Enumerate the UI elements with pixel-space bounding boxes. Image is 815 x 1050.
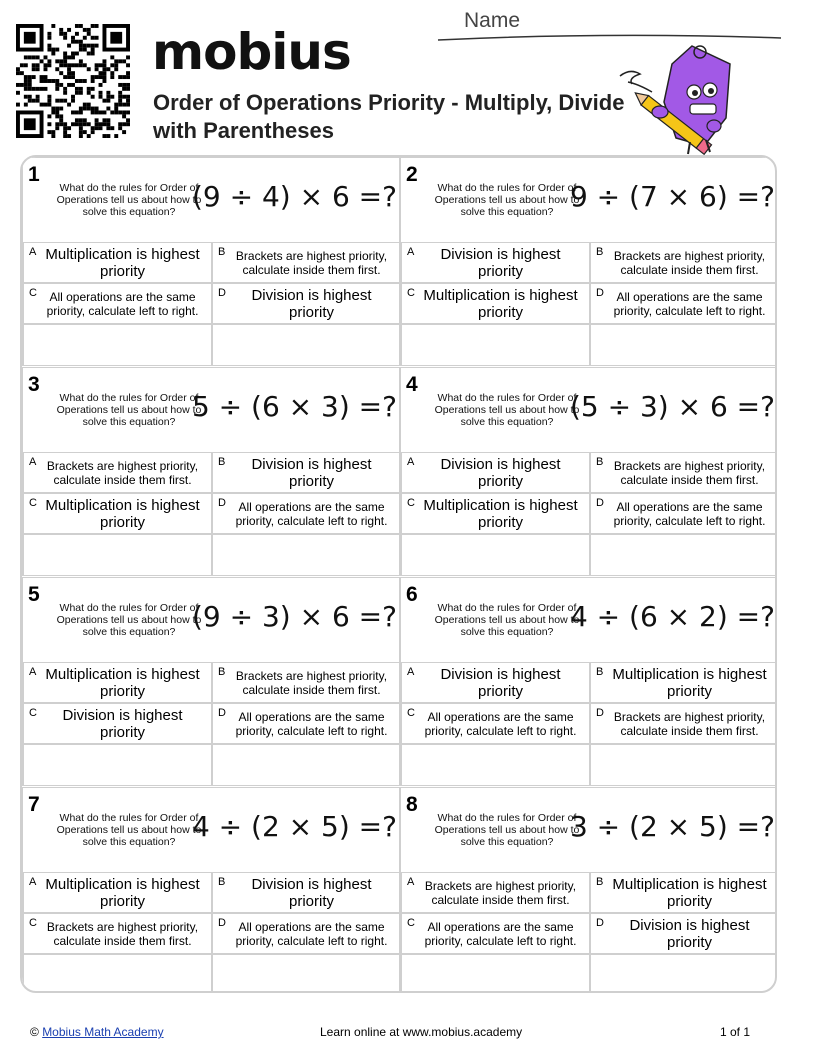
option-letter: A: [29, 876, 37, 888]
answer-option-a[interactable]: [401, 452, 590, 493]
problem-equation: 3 ÷ (2 × 5) =?: [569, 810, 775, 843]
answer-option-c[interactable]: [401, 283, 590, 324]
option-letter: D: [596, 287, 604, 299]
option-text: Multiplication is highest priority: [45, 245, 200, 280]
option-letter: C: [407, 497, 415, 509]
problem-number: 4: [406, 373, 418, 396]
answer-space[interactable]: [23, 954, 212, 993]
answer-option-b[interactable]: [590, 662, 777, 703]
option-text: Division is highest priority: [251, 286, 372, 321]
answer-option-a[interactable]: [401, 662, 590, 703]
option-text: Brackets are highest priority, calculate inside them first.: [613, 248, 766, 277]
option-text: Division is highest priority: [251, 455, 372, 490]
option-text: Multiplication is highest priority: [423, 286, 578, 321]
option-text: Division is highest priority: [62, 706, 183, 741]
option-text: Multiplication is highest priority: [423, 496, 578, 531]
problem-number: 7: [28, 793, 40, 816]
answer-option-a[interactable]: [23, 872, 212, 913]
answer-space[interactable]: [590, 324, 777, 366]
answer-option-b[interactable]: [590, 872, 777, 913]
name-label: Name: [464, 9, 521, 32]
option-text: All operations are the same priority, calculate left to right.: [613, 499, 766, 528]
option-text: Multiplication is highest priority: [45, 496, 200, 531]
problem-4: [400, 367, 777, 576]
answer-space[interactable]: [212, 954, 401, 993]
option-letter: A: [29, 246, 37, 258]
option-text: All operations are the same priority, calculate left to right.: [613, 289, 766, 318]
problem-prompt: What do the rules for Order of Operations tell us about how to solve this equation?: [434, 812, 580, 848]
option-text: Brackets are highest priority, calculate inside them first.: [613, 458, 766, 487]
answer-option-c[interactable]: [401, 913, 590, 954]
option-text: Multiplication is highest priority: [45, 665, 200, 700]
answer-space[interactable]: [401, 954, 590, 993]
answer-option-c[interactable]: [23, 283, 212, 324]
answer-option-a[interactable]: [23, 452, 212, 493]
problem-equation: (9 ÷ 4) × 6 =?: [191, 180, 397, 213]
copyright-symbol: ©: [30, 1025, 39, 1039]
problem-prompt: What do the rules for Order of Operations tell us about how to solve this equation?: [56, 812, 202, 848]
problem-number: 5: [28, 583, 40, 606]
answer-option-d[interactable]: [590, 913, 777, 954]
problem-2: [400, 157, 777, 366]
answer-option-a[interactable]: [23, 242, 212, 283]
option-letter: D: [596, 917, 604, 929]
qr-code: [16, 24, 130, 138]
option-letter: B: [596, 246, 604, 258]
option-text: Brackets are highest priority, calculate inside them first.: [424, 878, 577, 907]
option-letter: D: [218, 287, 226, 299]
option-letter: A: [407, 666, 415, 678]
option-letter: B: [218, 246, 226, 258]
option-letter: D: [218, 707, 226, 719]
answer-option-b[interactable]: [212, 662, 401, 703]
problem-number: 6: [406, 583, 418, 606]
option-text: Brackets are highest priority, calculate inside them first.: [235, 248, 388, 277]
problem-equation: 4 ÷ (6 × 2) =?: [569, 600, 775, 633]
page-number: 1 of 1: [720, 1025, 751, 1039]
mobius-logo: [152, 23, 351, 81]
problem-3: [22, 367, 400, 576]
answer-option-d[interactable]: [212, 283, 401, 324]
answer-space[interactable]: [212, 534, 401, 576]
answer-option-c[interactable]: [401, 703, 590, 744]
problem-prompt: What do the rules for Order of Operations tell us about how to solve this equation?: [56, 392, 202, 428]
problem-number: 1: [28, 163, 40, 186]
option-text: All operations are the same priority, calculate left to right.: [235, 499, 388, 528]
option-text: Multiplication is highest priority: [612, 875, 767, 910]
answer-space[interactable]: [23, 324, 212, 366]
answer-space[interactable]: [23, 744, 212, 786]
option-text: Division is highest priority: [440, 245, 561, 280]
option-text: All operations are the same priority, calculate left to right.: [46, 289, 199, 318]
problem-grid: [20, 155, 777, 993]
option-letter: A: [29, 456, 37, 468]
option-letter: B: [218, 666, 226, 678]
answer-option-b[interactable]: [212, 452, 401, 493]
answer-space[interactable]: [401, 744, 590, 786]
option-text: All operations are the same priority, calculate left to right.: [235, 709, 388, 738]
answer-option-b[interactable]: [212, 872, 401, 913]
answer-space[interactable]: [590, 744, 777, 786]
logo-text: mobius: [152, 23, 351, 81]
answer-space[interactable]: [212, 324, 401, 366]
answer-option-b[interactable]: [590, 452, 777, 493]
answer-option-d[interactable]: [590, 283, 777, 324]
option-letter: D: [218, 917, 226, 929]
problem-prompt: What do the rules for Order of Operations tell us about how to solve this equation?: [434, 182, 580, 218]
problem-equation: (5 ÷ 3) × 6 =?: [569, 390, 775, 423]
answer-option-d[interactable]: [212, 493, 401, 534]
option-letter: C: [29, 707, 37, 719]
problem-prompt: What do the rules for Order of Operations tell us about how to solve this equation?: [434, 602, 580, 638]
option-text: Brackets are highest priority, calculate inside them first.: [235, 668, 388, 697]
problem-equation: 9 ÷ (7 × 6) =?: [569, 180, 775, 213]
answer-option-b[interactable]: [212, 242, 401, 283]
problem-prompt: What do the rules for Order of Operations tell us about how to solve this equation?: [434, 392, 580, 428]
answer-option-d[interactable]: [212, 913, 401, 954]
answer-space[interactable]: [590, 534, 777, 576]
option-letter: D: [218, 497, 226, 509]
problem-6: [400, 577, 777, 786]
option-text: Brackets are highest priority, calculate inside them first.: [46, 919, 199, 948]
answer-option-c[interactable]: [401, 493, 590, 534]
problem-number: 8: [406, 793, 418, 816]
option-text: Multiplication is highest priority: [612, 665, 767, 700]
problem-equation: 4 ÷ (2 × 5) =?: [191, 810, 397, 843]
answer-option-c[interactable]: [23, 703, 212, 744]
answer-space[interactable]: [212, 744, 401, 786]
problem-7: [22, 787, 400, 993]
option-text: All operations are the same priority, calculate left to right.: [424, 709, 577, 738]
option-letter: A: [407, 246, 415, 258]
option-text: Multiplication is highest priority: [45, 875, 200, 910]
problem-number: 3: [28, 373, 40, 396]
option-text: Brackets are highest priority, calculate inside them first.: [613, 709, 766, 738]
answer-option-a[interactable]: [401, 242, 590, 283]
answer-space[interactable]: [401, 534, 590, 576]
option-letter: A: [29, 666, 37, 678]
option-text: Division is highest priority: [251, 875, 372, 910]
footer-copyright: [30, 1025, 164, 1039]
option-letter: B: [218, 456, 226, 468]
option-text: Division is highest priority: [440, 455, 561, 490]
answer-option-c[interactable]: [23, 913, 212, 954]
problem-8: [400, 787, 777, 993]
answer-option-a[interactable]: [23, 662, 212, 703]
option-letter: C: [29, 917, 37, 929]
option-letter: D: [596, 497, 604, 509]
option-letter: B: [596, 666, 604, 678]
footer-learn-online: Learn online at www.mobius.academy: [320, 1025, 523, 1039]
option-text: Division is highest priority: [629, 916, 750, 951]
option-letter: A: [407, 876, 415, 888]
problem-prompt: What do the rules for Order of Operations tell us about how to solve this equation?: [56, 182, 202, 218]
answer-space[interactable]: [23, 534, 212, 576]
problem-1: [22, 157, 400, 366]
option-text: All operations are the same priority, calculate left to right.: [424, 919, 577, 948]
option-letter: A: [407, 456, 415, 468]
problem-5: [22, 577, 400, 786]
answer-space[interactable]: [590, 954, 777, 993]
page-title: Order of Operations Priority - Multiply, Divide with Parentheses: [153, 90, 625, 143]
option-letter: B: [596, 456, 604, 468]
problem-equation: 5 ÷ (6 × 3) =?: [191, 390, 397, 423]
option-letter: D: [596, 707, 604, 719]
option-letter: C: [407, 917, 415, 929]
problem-number: 2: [406, 163, 418, 186]
mascot-illustration: [610, 40, 750, 158]
option-text: Division is highest priority: [440, 665, 561, 700]
option-letter: B: [596, 876, 604, 888]
option-letter: C: [29, 287, 37, 299]
answer-option-d[interactable]: [212, 703, 401, 744]
option-letter: C: [407, 287, 415, 299]
option-letter: C: [29, 497, 37, 509]
answer-space[interactable]: [401, 324, 590, 366]
option-text: All operations are the same priority, calculate left to right.: [235, 919, 388, 948]
problem-equation: (9 ÷ 3) × 6 =?: [191, 600, 397, 633]
answer-option-b[interactable]: [590, 242, 777, 283]
answer-option-d[interactable]: [590, 703, 777, 744]
answer-option-d[interactable]: [590, 493, 777, 534]
option-text: Brackets are highest priority, calculate inside them first.: [46, 458, 199, 487]
problem-prompt: What do the rules for Order of Operations tell us about how to solve this equation?: [56, 602, 202, 638]
answer-option-a[interactable]: [401, 872, 590, 913]
mobius-academy-link[interactable]: Mobius Math Academy: [42, 1025, 164, 1039]
answer-option-c[interactable]: [23, 493, 212, 534]
option-letter: C: [407, 707, 415, 719]
option-letter: B: [218, 876, 226, 888]
